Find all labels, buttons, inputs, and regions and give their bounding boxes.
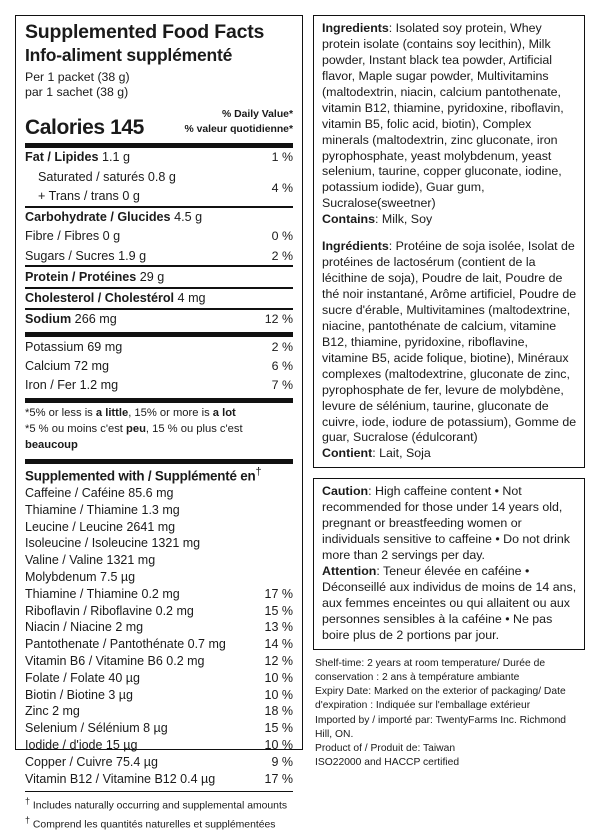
list-item [25, 619, 293, 636]
supp-pct: 18 % [264, 704, 293, 719]
row-pct-calcium: 6 % [271, 358, 293, 373]
supp-name: Copper / Cuivre 75.4 µg [25, 754, 158, 769]
table-row-carbohydrate [25, 208, 293, 227]
daily-value-header-fr: % valeur quotidienne* [184, 124, 293, 136]
certification-text: ISO22000 and HACCP certified [315, 757, 460, 769]
list-item [25, 703, 293, 720]
supp-name: Thiamine / Thiamine 0.2 mg [25, 586, 180, 601]
list-item [25, 737, 293, 754]
calories-value: Calories 145 [25, 115, 144, 139]
row-label-fat: Fat / Lipides [25, 150, 99, 165]
row-label-cholesterol: Cholesterol / Cholestérol [25, 291, 175, 306]
table-row-fat [25, 148, 293, 167]
list-item [25, 720, 293, 737]
caution-fr-label: Attention [322, 564, 377, 578]
ingredients-en [322, 21, 577, 212]
row-pct-fibre: 0 % [271, 229, 293, 244]
row-pct-saturated: 4 % [271, 181, 293, 196]
row-pct-fat: 1 % [271, 150, 293, 165]
caution-panel [313, 478, 585, 649]
daily-value-footnote [25, 403, 293, 457]
dagger-marker: † [255, 466, 262, 479]
supp-name: Pantothenate / Pantothénate 0.7 mg [25, 637, 226, 652]
supp-pct: 13 % [264, 620, 293, 635]
daily-value-header-en: % Daily Value* [221, 108, 293, 120]
list-item [25, 569, 293, 586]
ingredients-panel [313, 15, 585, 468]
supp-name: Caffeine / Caféine 85.6 mg [25, 485, 174, 500]
row-amount-iron: Iron / Fer 1.2 mg [25, 377, 119, 392]
list-item [25, 535, 293, 552]
dagger-footnote [25, 792, 293, 833]
supp-pct: 17 % [264, 586, 293, 601]
supp-name: Isoleucine / Isoleucine 1321 mg [25, 536, 201, 551]
supp-name: Valine / Valine 1321 mg [25, 553, 156, 568]
contains-fr-text: : Lait, Soja [372, 446, 431, 461]
row-amount-fibre: Fibre / Fibres 0 g [25, 229, 121, 244]
daily-value-header [184, 107, 293, 139]
contains-en-text: : Milk, Soy [375, 212, 433, 227]
table-row-iron [25, 375, 293, 394]
daily-value-footnote-fr: *5 % ou moins c'est peu, 15 % ou plus c'est beaucoup [25, 422, 243, 451]
nutrition-facts-panel [15, 15, 303, 831]
list-item [25, 552, 293, 569]
contains-en-label: Contains [322, 212, 376, 227]
supp-name: Molybdenum 7.5 µg [25, 569, 136, 584]
list-item [25, 754, 293, 771]
shelf-time-text: Shelf-time: 2 years at room temperature/ Durée de conservation : 2 ans à température ambiante [315, 657, 546, 683]
contains-fr-label: Contient [322, 446, 373, 461]
row-amount-sugars: Sugars / Sucres 1.9 g [25, 248, 147, 263]
table-row-protein [25, 267, 293, 286]
supp-pct: 9 % [271, 754, 293, 769]
row-amount-saturated: Saturated / saturés 0.8 g [38, 169, 176, 184]
supp-name: Thiamine / Thiamine 1.3 mg [25, 502, 180, 517]
supplemented-with-header: Supplemented with / Supplémenté en† [25, 466, 262, 484]
row-pct-potassium: 2 % [271, 339, 293, 354]
table-row-sugars [25, 246, 293, 265]
list-item [25, 670, 293, 687]
serving-size [25, 70, 293, 101]
table-row-calcium [25, 356, 293, 375]
dagger-footnote-fr: † Comprend les quantités naturelles et supplémentées [25, 814, 276, 831]
nutrition-facts-title: Supplemented Food Facts [25, 21, 265, 43]
list-item [25, 687, 293, 704]
product-of-text: Product of / Produit de: Taiwan [315, 742, 456, 754]
row-amount-fat: 1.1 g [98, 150, 130, 165]
supp-pct: 10 % [264, 670, 293, 685]
row-label-carbohydrate: Carbohydrate / Glucides [25, 210, 171, 225]
caution-fr-text: : Teneur élevée en caféine • Déconseillé aux individus de moins de 14 ans, aux femmes enceintes ou qui allaitent ou aux personnes sensibles à la caféine • Ne pas boire plus de 2 portions par jour. [322, 564, 577, 642]
row-pct-sugars: 2 % [271, 248, 293, 263]
row-amount-carbohydrate: 4.5 g [170, 210, 203, 225]
serving-size-fr: par 1 sachet (38 g) [25, 85, 129, 100]
ingredients-en-text: : Isolated soy protein, Whey protein isolate (contains soy lecithin), Milk powder, Instant black tea powder, Artificial flavor, Maple sugar powder, Multivitamins (maltodextrin, niacin, calcium pantothenate, vitamin B12, thiamine, pyridoxine, riboflavin, vitamin B5, folic acid, biotin), Complex minerals (maltodextrin, zinc gluconate, iron pyrophosphate, yeast molybdenum, yeast selenium, taurine, copper gluconate, iodine, potassium iodide), Guar gum, Sucralose(sweetner) [322, 21, 564, 211]
supp-name: Zinc 2 mg [25, 704, 80, 719]
caution-fr [322, 564, 577, 644]
row-pct-iron: 7 % [271, 377, 293, 392]
row-amount-sodium: 266 mg [71, 312, 117, 327]
supp-name: Iodide / d'iode 15 µg [25, 738, 138, 753]
list-item [25, 603, 293, 620]
table-row-trans [25, 186, 293, 205]
contains-fr [322, 446, 577, 462]
ingredients-spacer [322, 228, 577, 239]
list-item [25, 636, 293, 653]
legal-info [313, 650, 585, 771]
list-item [25, 586, 293, 603]
row-amount-potassium: Potassium 69 mg [25, 339, 123, 354]
list-item [25, 519, 293, 536]
ingredients-fr [322, 239, 577, 446]
row-amount-cholesterol: 4 mg [174, 291, 206, 306]
supp-name: Vitamin B12 / Vitamine B12 0.4 µg [25, 771, 216, 786]
supp-pct: 10 % [264, 687, 293, 702]
caution-en-label: Caution [322, 484, 369, 499]
list-item [25, 485, 293, 502]
right-column [313, 15, 585, 777]
row-amount-trans: + Trans / trans 0 g [38, 188, 140, 203]
supp-name: Folate / Folate 40 µg [25, 670, 140, 685]
supp-name: Selenium / Sélénium 8 µg [25, 721, 168, 736]
row-amount-calcium: Calcium 72 mg [25, 358, 109, 373]
nutrition-facts-subtitle: Info-aliment supplémenté [25, 44, 233, 65]
supp-name: Biotin / Biotine 3 µg [25, 687, 133, 702]
ingredients-fr-text: : Protéine de soja isolée, Isolat de protéines de lactosérum (contient de la lécithine de soja), Poudre de lait, Poudre de thé noir instantané, Arôme artificiel, Poudre de sucre d'érable, Multivitamines (maltodextrine, niacine, pantothénate de calcium, vitamine B12, thiamine, pyridoxine, riboflavine, vitamine B5, acide folique, biotine), Minéraux complexes (maltodextrine, gluconate de zinc, pyrophosphate de fer, levure de molybdène, levure de sélénium, taurine, gluconate de cuivre, iode, iodure de potassium), Gomme de guar, Sucralose (édulcorant) [322, 239, 577, 445]
serving-size-en: Per 1 packet (38 g) [25, 69, 130, 84]
table-row-cholesterol [25, 289, 293, 308]
list-item [25, 653, 293, 670]
supp-name: Niacin / Niacine 2 mg [25, 620, 144, 635]
calories-row [25, 107, 293, 139]
daily-value-footnote-en: *5% or less is a little, 15% or more is a lot [25, 406, 236, 419]
supp-pct: 17 % [264, 771, 293, 786]
row-label-protein: Protein / Protéines [25, 269, 137, 284]
row-pct-sodium: 12 % [264, 312, 293, 327]
caution-en-text: : High caffeine content • Not recommended for those under 14 years old, pregnant or breastfeeding women or individuals sensitive to caffeine • Do not drink more than 2 servings per day. [322, 484, 570, 563]
supp-pct: 14 % [264, 637, 293, 652]
expiry-date-text: Expiry Date: Marked on the exterior of packaging/ Date d'expiration : Indiquée sur l'emballage extérieur [315, 686, 566, 712]
table-row-fibre [25, 227, 293, 246]
supp-name: Leucine / Leucine 2641 mg [25, 519, 176, 534]
supp-pct: 12 % [264, 654, 293, 669]
list-item [25, 771, 293, 788]
ingredients-fr-label: Ingrédients [322, 239, 389, 254]
contains-en [322, 212, 577, 228]
supplemented-list [25, 485, 293, 788]
dagger-footnote-en: † Includes naturally occurring and supplemental amounts [25, 795, 288, 811]
row-amount-protein: 29 g [136, 269, 165, 284]
list-item [25, 502, 293, 519]
row-label-sodium: Sodium [25, 312, 72, 327]
table-row-potassium [25, 337, 293, 356]
supp-name: Riboflavin / Riboflavine 0.2 mg [25, 603, 194, 618]
importer-text: Imported by / importé par: TwentyFarms Inc. Richmond Hill, ON. [315, 714, 567, 740]
supp-pct: 15 % [264, 603, 293, 618]
supp-pct: 10 % [264, 738, 293, 753]
ingredients-en-label: Ingredients [322, 21, 389, 35]
supp-name: Vitamin B6 / Vitamine B6 0.2 mg [25, 654, 205, 669]
table-row-sodium [25, 310, 293, 329]
caution-en [322, 484, 577, 564]
supp-pct: 15 % [264, 721, 293, 736]
